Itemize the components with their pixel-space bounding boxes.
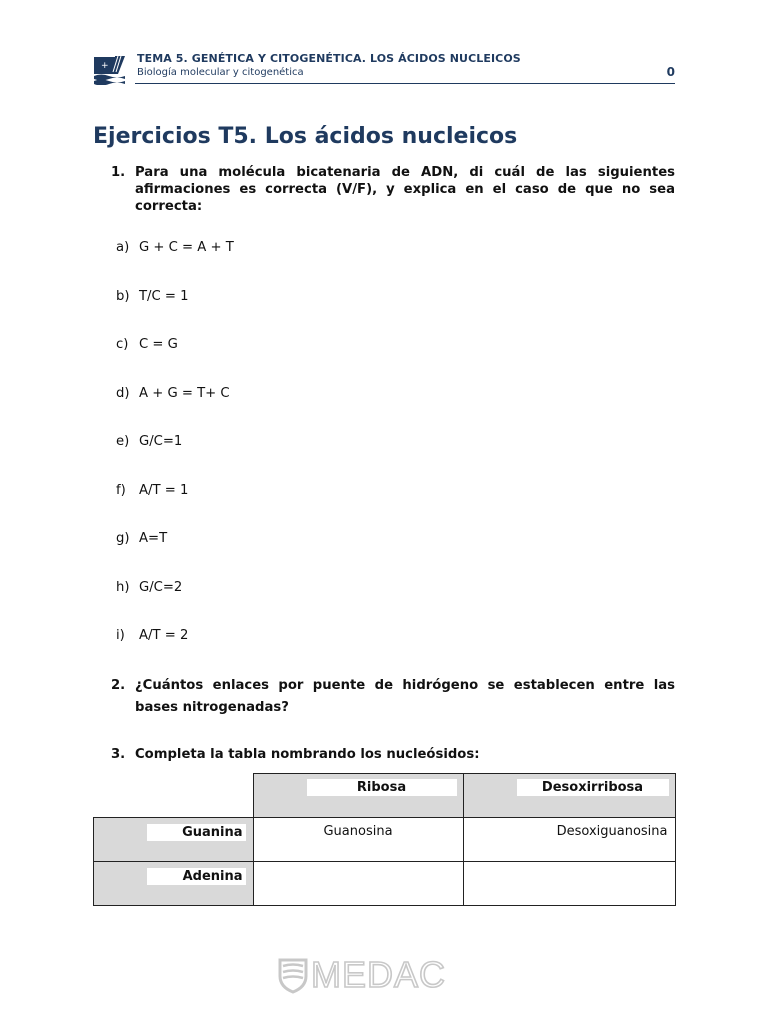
row-header-adenina <box>94 862 254 906</box>
table-corner <box>94 774 254 818</box>
option-g <box>116 531 167 546</box>
table-cell[interactable]: Desoxiguanosina <box>463 818 675 862</box>
question-text: ¿Cuántos enlaces por puente de hidrógeno se establecen entre las bases nitrogenadas? <box>135 678 675 715</box>
option-text: G + C = A + T <box>139 240 234 255</box>
option-text: A=T <box>139 531 168 546</box>
option-text: A/T = 1 <box>139 483 189 498</box>
question-text: Completa la tabla nombrando los nucleósidos: <box>135 747 480 762</box>
option-h <box>116 580 182 595</box>
question-3 <box>111 746 675 763</box>
table-cell[interactable] <box>253 862 463 906</box>
column-header-desoxirribosa <box>463 774 675 818</box>
option-text: T/C = 1 <box>139 289 189 304</box>
option-c <box>116 337 178 352</box>
option-letter: b) <box>116 289 130 304</box>
option-text: G/C=2 <box>139 580 183 595</box>
option-a <box>116 240 234 255</box>
option-text: A/T = 2 <box>139 628 189 643</box>
column-header-label: Ribosa <box>307 779 457 796</box>
question-text: Para una molécula bicatenaria de ADN, di cuál de las siguientes afirmaciones es correcta (V/F), y explica en el caso de que no sea correcta: <box>135 165 675 214</box>
medac-emblem-icon <box>93 54 126 85</box>
column-header-label: Desoxirribosa <box>517 779 669 796</box>
header-rule <box>135 83 675 84</box>
option-text: A + G = T+ C <box>139 386 230 401</box>
option-b <box>116 289 189 304</box>
option-letter: i) <box>116 628 125 643</box>
option-text: G/C=1 <box>139 434 183 449</box>
page-header <box>93 52 675 86</box>
svg-text:+: + <box>101 61 109 71</box>
option-letter: c) <box>116 337 129 352</box>
question-number: 3. <box>111 747 126 762</box>
option-e <box>116 434 182 449</box>
question-2 <box>111 675 675 719</box>
option-letter: e) <box>116 434 130 449</box>
header-subtitle: Biología molecular y citogenética <box>137 67 304 78</box>
svg-text:MEDAC: MEDAC <box>311 954 447 994</box>
option-letter: g) <box>116 531 130 546</box>
page-number: 0 <box>666 65 675 79</box>
question-number: 2. <box>111 678 126 693</box>
table-header-row <box>94 774 676 818</box>
table-row <box>94 818 676 862</box>
table-cell[interactable]: Guanosina <box>253 818 463 862</box>
option-letter: f) <box>116 483 126 498</box>
table-row <box>94 862 676 906</box>
column-header-ribosa <box>253 774 463 818</box>
page-title: Ejercicios T5. Los ácidos nucleicos <box>93 124 518 149</box>
row-header-label: Guanina <box>147 824 246 841</box>
row-header-guanina <box>94 818 254 862</box>
question-1 <box>111 164 675 215</box>
option-f <box>116 483 188 498</box>
option-letter: a) <box>116 240 130 255</box>
nucleoside-table <box>93 773 676 906</box>
row-header-label: Adenina <box>147 868 246 885</box>
question-number: 1. <box>111 165 126 180</box>
option-letter: h) <box>116 580 130 595</box>
option-d <box>116 386 230 401</box>
option-letter: d) <box>116 386 130 401</box>
option-i <box>116 628 188 643</box>
header-title: TEMA 5. GENÉTICA Y CITOGENÉTICA. LOS ÁCIDOS NUCLEICOS <box>137 52 521 65</box>
medac-watermark-logo <box>278 954 478 994</box>
option-text: C = G <box>139 337 178 352</box>
table-cell[interactable] <box>463 862 675 906</box>
